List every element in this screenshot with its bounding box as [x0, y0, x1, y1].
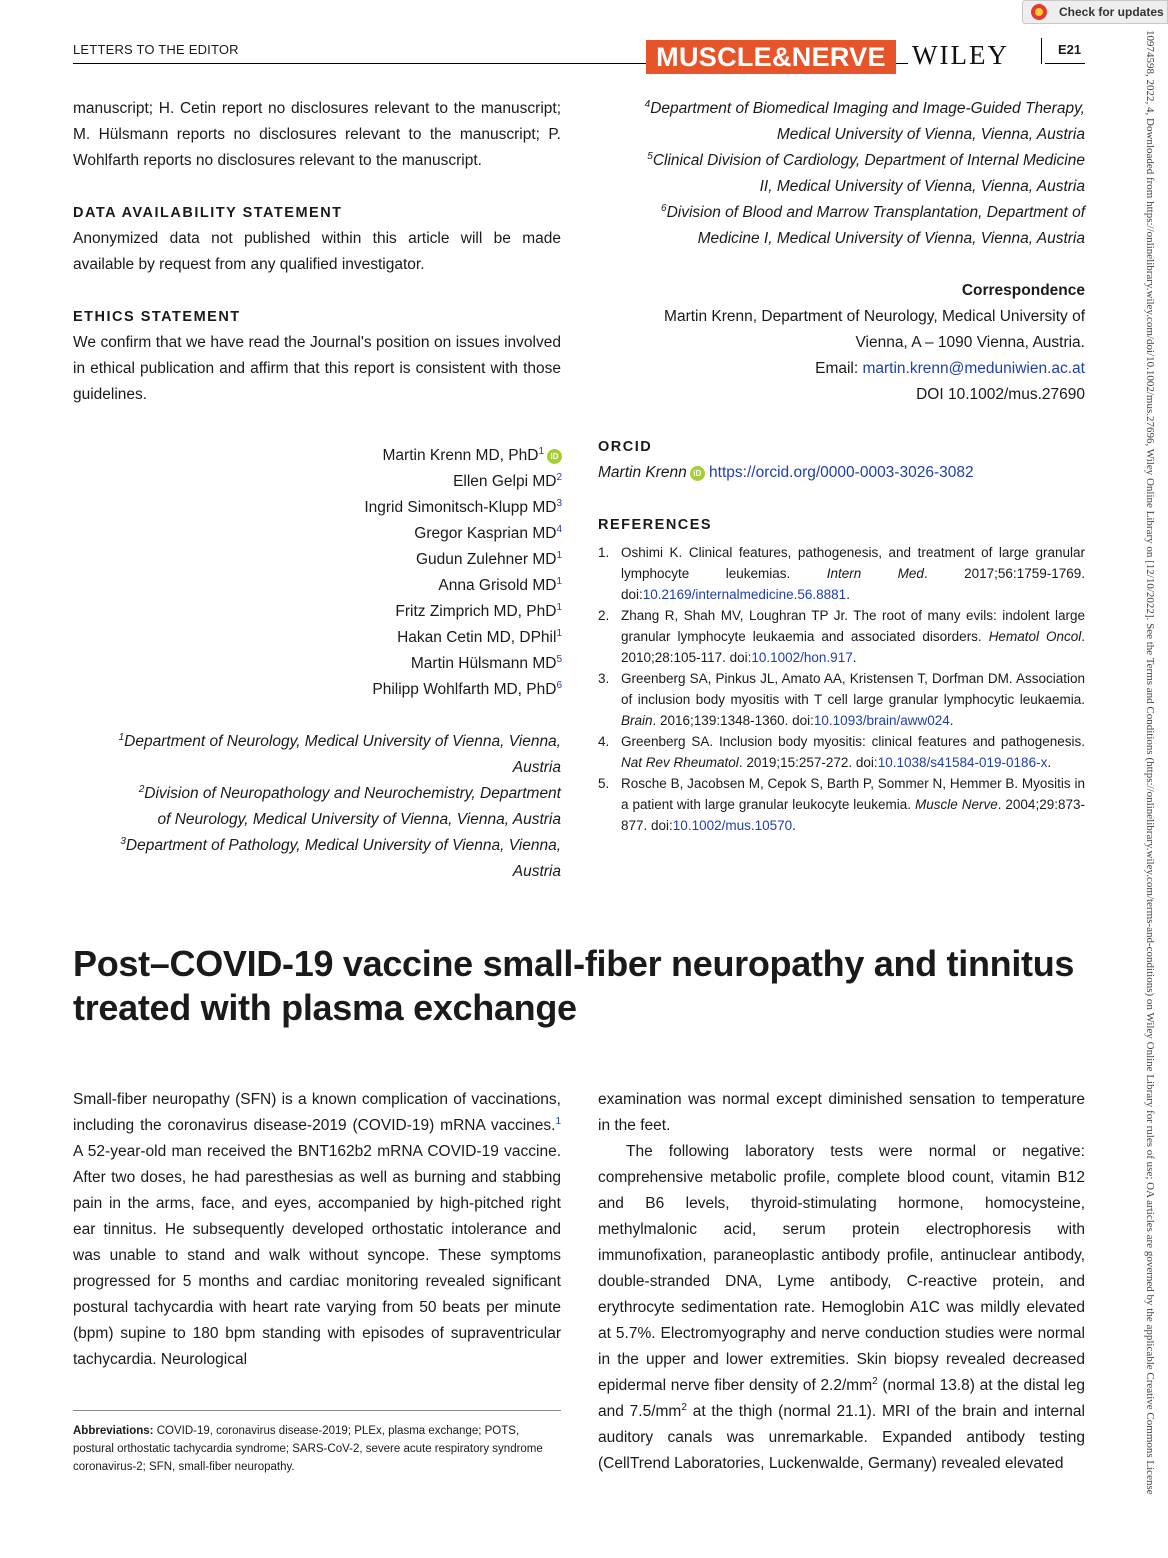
check-updates-label: Check for updates [1059, 5, 1164, 19]
download-notice: 10974598, 2022, 4, Downloaded from https://onlinelibrary.wiley.com/doi/10.1002/mus.27696, Wiley Online Library on [12/10/2022]. See the Terms and Conditions (https://onlinelibrary.wiley.com/terms-and-conditions) on Wiley Online Library for rules of use; OA articles are governed by the applicable Creative Commons License [1144, 30, 1156, 1495]
affiliation-item: $^5$Clinical Division of Cardiology, Department of Internal Medicine II, Medical University of Vienna, Vienna, Austria [647, 150, 1085, 195]
author-item: Gudun Zulehner $MD^1$ [416, 549, 562, 568]
author-item: Anna Grisold $MD^1$ [438, 575, 562, 594]
reference-item: 3. Greenberg SA, Pinkus JL, Amato AA, Kristensen T, Dorfman DM. Association of inclusion body myositis with T cell large granular lymphocytic leukaemia. Brain. 2016;139:1348-1360. doi:10.1093/brain/aww024. [598, 671, 1085, 728]
author-item: Ellen Gelpi $MD^2$ [453, 471, 562, 490]
orcid-icon[interactable]: iD [547, 449, 562, 464]
publisher-logo: WILEY [912, 40, 1009, 70]
orcid-row [598, 460, 1085, 486]
citation-link[interactable]: 1 [555, 1115, 561, 1127]
references-heading: REFERENCES [598, 517, 713, 533]
running-head: LETTERS TO THE EDITOR [73, 42, 239, 57]
affiliations-right [598, 96, 1085, 252]
reference-item: 5. Rosche B, Jacobsen M, Cepok S, Barth P, Sommer N, Hemmer B. Myositis in a patient with large granular leukocyte leukemia. Muscle Nerve. 2004;29:873-877. doi:10.1002/mus.10570. [598, 776, 1085, 833]
correspondence-line: Martin Krenn, Department of Neurology, Medical University of [664, 308, 1085, 325]
check-for-updates-button[interactable] [1022, 0, 1168, 24]
disclosures-text: manuscript; H. Cetin report no disclosures relevant to the manuscript; M. Hülsmann reports no disclosures relevant to the manuscript; P. Wohlfarth reports no disclosures relevant to the manuscript. [73, 100, 561, 169]
author-item: Hakan Cetin MD, DPhil$^1$ [397, 627, 562, 646]
article-paragraph-1-cont: examination was normal except diminished sensation to temperature in the feet. [598, 1091, 1085, 1134]
article-paragraph-2: The following laboratory tests were normal or negative: comprehensive metabolic profile, complete blood count, vitamin B12 and B6 levels, thyroid-stimulating hormone, homocysteine, methylmalonic acid, serum protein electrophoresis with immunofixation, paraneoplastic antibody profile, antinuclear antibody, double-stranded DNA, Lyme antibody, C-reactive protein, and erythrocyte sedimentation rate. Hemoglobin A1C was mildly elevated at 5.7%. Electromyography and nerve conduction studies were normal in the upper and lower extremities. Skin biopsy revealed decreased epidermal nerve fiber density of $2.2/mm^2$ (normal 13.8) at the distal leg and $7.5/mm^2$ at the thigh (normal 21.1). MRI of the brain and internal auditory canals was unremarkable. Expanded antibody testing (CellTrend Laboratories, Luckenwalde, Germany) revealed elevated [598, 1143, 1085, 1472]
article-title: Post–COVID-19 vaccine small-fiber neuropathy and tinnitus treated with plasma exchange [73, 943, 1075, 1028]
reference-item: 4. Greenberg SA. Inclusion body myositis: clinical features and pathogenesis. Nat Rev Rheumatol. 2019;15:257-272. doi:10.1038/s41584-019-0186-x. [598, 734, 1085, 770]
affiliation-item: $^4$Department of Biomedical Imaging and Image-Guided Therapy, Medical University of Vienna, Vienna, Austria [644, 98, 1085, 143]
footnote-rule [73, 1410, 561, 1411]
orcid-link[interactable]: https://orcid.org/0000-0003-3026-3082 [709, 464, 974, 481]
author-item: Ingrid Simonitsch-Klupp $MD^3$ [364, 497, 562, 516]
ethics-heading: ETHICS STATEMENT [73, 309, 241, 325]
data-availability-heading: DATA AVAILABILITY STATEMENT [73, 205, 343, 221]
author-item: Fritz Zimprich MD, PhD$^1$ [395, 601, 562, 620]
journal-logo: MUSCLE&NERVE [646, 40, 896, 74]
page-number-rule [1045, 63, 1085, 64]
data-availability-text: Anonymized data not published within this article will be made available by request from any qualified investigator. [73, 230, 561, 273]
ethics-text: We confirm that we have read the Journal's position on issues involved in ethical publication and affirm that this report is consistent with those guidelines. [73, 334, 561, 403]
reference-item: 1. Oshimi K. Clinical features, pathogenesis, and treatment of large granular lymphocyte leukemias. Intern Med. 2017;56:1759-1769. doi:10.2169/internalmedicine.56.8881. [598, 545, 1085, 602]
author-list [300, 443, 562, 703]
reference-item: 2. Zhang R, Shah MV, Loughran TP Jr. The root of many evils: indolent large granular lymphocyte leukaemia and associated disorders. Hematol Oncol. 2010;28:105-117. doi:10.1002/hon.917. [598, 608, 1085, 665]
correspondence-doi: DOI 10.1002/mus.27690 [916, 386, 1085, 403]
affiliations-left [73, 729, 561, 885]
abbreviations-footnote: Abbreviations: COVID-19, coronavirus disease-2019; PLEx, plasma exchange; POTS, postural orthostatic tachycardia syndrome; SARS-CoV-2, severe acute respiratory syndrome coronavirus-2; SFN, small-fiber neuropathy. [73, 1425, 543, 1473]
affiliation-item: $^2$Division of Neuropathology and Neurochemistry, Department of Neurology, Medical University of Vienna, Vienna, Austria [138, 783, 561, 828]
reference-doi-link[interactable]: 10.1038/s41584-019-0186-x [877, 755, 1048, 770]
correspondence-email-link[interactable]: martin.krenn@meduniwien.ac.at [862, 360, 1085, 377]
author-item: Martin Hülsmann $MD^5$ [410, 653, 562, 672]
author-item: Philipp Wohlfarth MD, PhD$^6$ [372, 679, 562, 698]
author-item: Martin Krenn MD, PhD$^1$ iD [300, 443, 562, 469]
header-divider [1041, 38, 1042, 64]
header-rule-2 [896, 63, 908, 64]
orcid-heading: ORCID [598, 439, 653, 455]
correspondence-line: Vienna, A – 1090 Vienna, Austria. [855, 334, 1085, 351]
affiliation-item: $^6$Division of Blood and Marrow Transplantation, Department of Medicine I, Medical University of Vienna, Vienna, Austria [661, 202, 1085, 247]
reference-doi-link[interactable]: 10.1002/hon.917 [751, 650, 853, 665]
correspondence-email-row: Email: martin.krenn@meduniwien.ac.at [815, 360, 1085, 377]
page-number: E21 [1058, 42, 1082, 57]
article-paragraph-1: Small-fiber neuropathy (SFN) is a known complication of vaccinations, including the coronavirus disease-2019 (COVID-19) mRNA vaccines.$^1$ A 52-year-old man received the BNT162b2 mRNA COVID-19 vaccine. After two doses, he had paresthesias as well as burning and stabbing pain in the arms, face, and eyes, accompanied by high-pitched right ear tinnitus. He subsequently developed orthostatic intolerance and was unable to stand and walk without syncope. These symptoms progressed for 5 months and cardiac monitoring revealed significant postural tachycardia with heart rate varying from 50 beats per minute (bpm) supine to 180 bpm standing with episodes of supraventricular tachycardia. Neurological [73, 1091, 561, 1368]
author-item: Gregor Kasprian $MD^4$ [414, 523, 562, 542]
correspondence-heading: Correspondence [961, 282, 1085, 299]
orcid-icon[interactable]: iD [690, 466, 705, 481]
crossmark-icon [1031, 4, 1047, 20]
affiliation-item: $^1$Department of Neurology, Medical University of Vienna, Vienna, Austria [118, 731, 561, 776]
affiliation-item: $^3$Department of Pathology, Medical University of Vienna, Vienna, Austria [120, 835, 561, 880]
header-rule [73, 63, 646, 64]
correspondence-block [598, 278, 1085, 408]
orcid-author: Martin Krenn [598, 464, 687, 481]
reference-list [598, 542, 1085, 836]
reference-doi-link[interactable]: 10.2169/internalmedicine.56.8881 [642, 587, 847, 602]
reference-doi-link[interactable]: 10.1002/mus.10570 [672, 818, 793, 833]
reference-doi-link[interactable]: 10.1093/brain/aww024 [813, 713, 950, 728]
